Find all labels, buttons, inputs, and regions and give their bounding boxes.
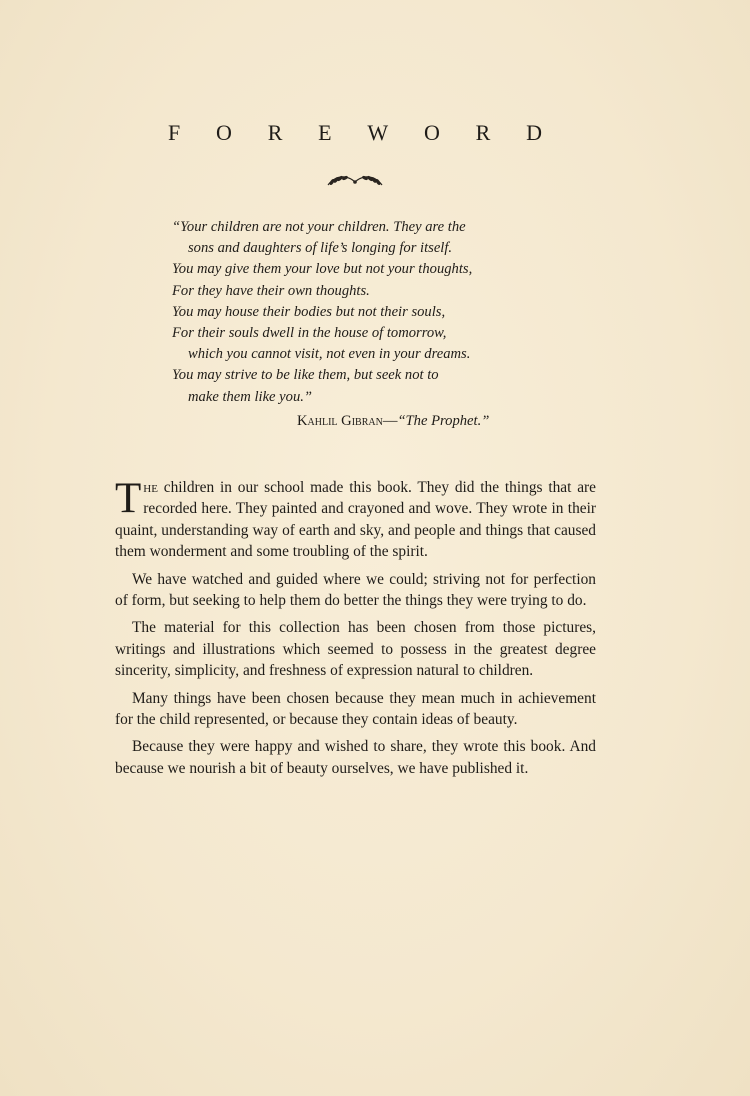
- poem-line: You may house their bodies but not their souls,: [172, 303, 446, 320]
- poem-quote: [172, 217, 552, 408]
- title-letter: O: [216, 120, 232, 145]
- foreword-body: [115, 477, 596, 785]
- poem-line: For their souls dwell in the house of tomorrow,: [172, 325, 447, 342]
- drop-cap: T: [115, 475, 142, 522]
- body-paragraph: [115, 477, 596, 563]
- paragraph-text: children in our school made this book. They did the things that are recorded here. They painted and crayoned and wove. They wrote in their quaint, understanding way of earth and sky, and people and things that caused them wonderment and some troubling of the spirit.: [115, 479, 596, 561]
- poem-line: make them like you.”: [188, 388, 313, 405]
- poem-line: You may strive to be like them, but seek not to: [172, 367, 439, 384]
- title-letter: D: [526, 120, 542, 145]
- title-letter: R: [475, 120, 491, 145]
- leaf-sprig-ornament-icon: [325, 172, 385, 188]
- title-letter: R: [267, 120, 283, 145]
- poem-line: You may give them your love but not your thoughts,: [172, 261, 473, 278]
- title-letter: O: [423, 120, 440, 145]
- poem-line: “Your children are not your children. They are the: [172, 219, 466, 235]
- attribution-work: “The Prophet.”: [397, 413, 490, 429]
- quote-attribution: [297, 413, 489, 430]
- attribution-separator: —: [382, 413, 398, 429]
- body-paragraph: The material for this collection has been chosen from those pictures, writings and illustrations which seemed to possess in the greatest degree sincerity, simplicity, and freshness of expression natural to children.: [115, 619, 596, 680]
- body-paragraph: We have watched and guided where we could; striving not for perfection of form, but seeking to help them do better the things they were trying to do.: [115, 570, 596, 610]
- page-title: [168, 120, 542, 146]
- small-caps-lead: he: [143, 479, 158, 496]
- attribution-author: Kahlil Gibran: [297, 413, 383, 429]
- poem-line: which you cannot visit, not even in your dreams.: [188, 346, 471, 363]
- body-paragraph: Many things have been chosen because they mean much in achievement for the child represented, or because they contain ideas of beauty.: [115, 689, 596, 729]
- title-letter: W: [367, 120, 389, 145]
- title-letter: E: [318, 120, 332, 145]
- title-letter: F: [168, 120, 181, 145]
- poem-line: For they have their own thoughts.: [172, 282, 370, 299]
- body-paragraph: Because they were happy and wished to share, they wrote this book. And because we nourish a bit of beauty ourselves, we have published it.: [115, 738, 596, 777]
- poem-line: sons and daughters of life’s longing for itself.: [188, 240, 453, 257]
